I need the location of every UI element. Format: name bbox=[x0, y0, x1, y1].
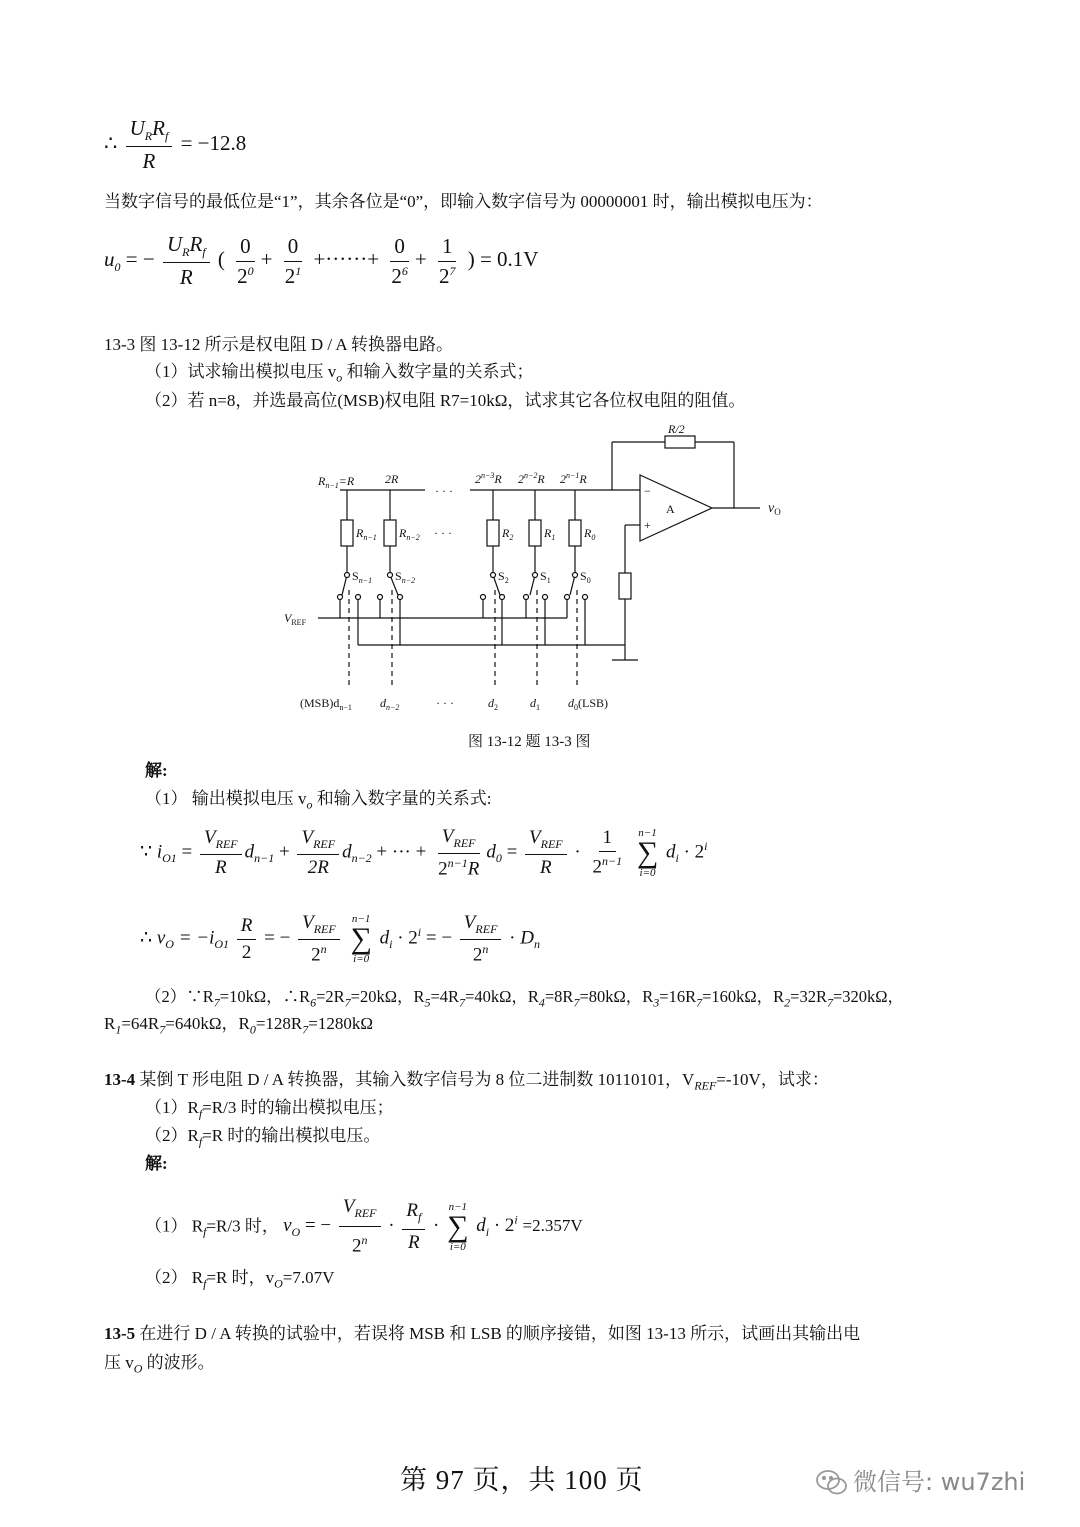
opamp-triangle bbox=[640, 475, 712, 541]
svg-text:Rn−1: $R_{n-1}$ bbox=[356, 526, 377, 542]
solution-heading: 解: bbox=[145, 761, 168, 780]
problem-13-4-title: 13-4 某倒 T 形电阻 D / A 转换器，其输入数字信号为 8 位二进制数 10110101，$V_{REF}=-10V$，试求： bbox=[104, 1070, 829, 1093]
svg-text:(MSB)dn−1: $(MSB)d_{n-1}$ bbox=[300, 696, 352, 712]
solution-13-4-a1: （1） $R_f=R/3$ 时， $v_O$ = − $\frac{V_{REF}}{2^n}$ · $\frac{R_f}{R}$ · n−1 ∑ i=0 $d_i \cdot 2^i =2.357V$ bbox=[145, 1196, 583, 1257]
equation-3: ∵ $i_{O1}$ = $\frac{V_{REF}}{R}$ $d_{n-1}$ + $\frac{V_{REF}}{2R}$ $d_{n-2}$ + ··· + $\frac{V_{REF}}{2^{n-1}R}$ $d_0$ = $\frac{V_{REF}}{R}$ · $\frac{1}{2^{n-1}}$ n−1 ∑ i=0 $d_i \cdot 2^i$ bbox=[140, 826, 708, 880]
problem-13-5-line-1: 13-5 在进行 D / A 转换的试验中，若误将 MSB 和 LSB 的顺序接错，如图 13-13 所示，试画出其输出电 bbox=[104, 1324, 861, 1343]
problem-13-3-q2: （2）若 n=8，并选最高位(MSB)权电阻 R7=10kΩ，试求其它各位权电阻的阻值。 bbox=[145, 391, 746, 410]
svg-text:Sn−2: $S_{n-2}$ bbox=[395, 569, 416, 585]
page-footer: 第 97 页，共 100 页 bbox=[400, 1465, 644, 1495]
svg-text:R1: $R_1$ bbox=[544, 526, 556, 542]
problem-13-3-q1: （1）试求输出模拟电压 $v_o$ 和输入数字量的关系式； bbox=[145, 362, 534, 385]
svg-text:2n−3R: $2^{n-3}R$ bbox=[475, 471, 502, 486]
svg-text:2R: 2R bbox=[385, 472, 399, 486]
solution-13-4-a2: （2） $R_f=R$ 时，$v_O=7.07V$ bbox=[145, 1268, 335, 1291]
svg-text:· · ·: · · · bbox=[436, 696, 454, 710]
svg-text:2n−1R: $2^{n-1}R$ bbox=[560, 471, 587, 486]
svg-text:S0: $S_0$ bbox=[580, 569, 591, 585]
svg-text:R2: $R_2$ bbox=[502, 526, 514, 542]
svg-text:Sn−1: $S_{n-1}$ bbox=[352, 569, 373, 585]
svg-text:2n−2R: $2^{n-2}R$ bbox=[518, 471, 545, 486]
solution-2-line-1: $(2)\because R_7=10k\Omega$，$\therefore R_6=2R_7=20k\Omega$，$R_5=4R_7=40k\Omega$，$R_4=8R_7=80k\Omega$，$R_3=16R_7=160k\Omega$，$R_2=32R_7=320k\Omega$， bbox=[145, 987, 905, 1010]
equation-2: $u_0$ = − $\frac{U_RR_f}{R}$ ( $\frac{0}{2^0}$ + $\frac{0}{2^1}$ +······+ $\frac{0}{2^6}$ + $\frac{1}{2^7}$ ) = 0.1V bbox=[104, 232, 539, 290]
equation-1: ∴ $\frac{U_RR_f}{R}$ = −12.8 bbox=[104, 116, 247, 174]
equation-4: ∴ $v_O = -i_{O1}$ $\frac{R}{2}$ = − $\frac{V_{REF}}{2^n}$ n−1 ∑ i=0 $d_i \cdot 2^i$ = − $\frac{V_{REF}}{2^n}$ · $D_n$ bbox=[140, 912, 540, 966]
svg-text:Rn−1=R: $R_{n-1}=R$ bbox=[318, 474, 355, 490]
svg-text:· · ·: · · · bbox=[435, 484, 453, 498]
svg-text:−: − bbox=[644, 484, 651, 498]
solution-1-text: （1） 输出模拟电压 $v_o$ 和输入数字量的关系式: bbox=[145, 789, 492, 812]
svg-text:dn−2: $d_{n-2}$ bbox=[380, 696, 400, 712]
wechat-icon bbox=[815, 1469, 849, 1497]
circuit-diagram bbox=[270, 415, 830, 720]
svg-text:vO: $v_O$ bbox=[768, 501, 781, 517]
problem-13-4-q1: $(1)R_f=R/3$ 时的输出模拟电压； bbox=[145, 1098, 394, 1121]
watermark: 微信号: wu7zhi bbox=[815, 1462, 1025, 1497]
svg-text:VREF: $V_{REF}$ bbox=[284, 611, 307, 627]
svg-text:d2: $d_2$ bbox=[488, 696, 498, 712]
svg-text:R0: $R_0$ bbox=[584, 526, 596, 542]
problem-13-3-title: 13-3 图 13-12 所示是权电阻 D / A 转换器电路。 bbox=[104, 335, 453, 354]
svg-text:· · ·: · · · bbox=[434, 526, 452, 540]
svg-text:d0(LSB): $d_0(LSB)$ bbox=[568, 696, 608, 712]
svg-text:+: + bbox=[644, 518, 651, 532]
svg-text:A: A bbox=[666, 502, 675, 516]
figure-caption: 图 13-12 题 13-3 图 bbox=[468, 734, 591, 750]
problem-13-4-q2: $(2)R_f=R$ 时的输出模拟电压。 bbox=[145, 1126, 381, 1149]
svg-text:S2: $S_2$ bbox=[498, 569, 509, 585]
paragraph-1: 当数字信号的最低位是“1”，其余各位是“0”，即输入数字信号为 00000001 时，输出模拟电压为： bbox=[104, 192, 823, 211]
problem-13-5-line-2: 压 $v_O$ 的波形。 bbox=[104, 1353, 215, 1376]
svg-text:d1: $d_1$ bbox=[530, 696, 540, 712]
svg-text:Rn−2: $R_{n-2}$ bbox=[399, 526, 420, 542]
solution-2-line-2: $R_1=64R_7=640k\Omega$，$R_0=128R_7=1280k\Omega$ bbox=[104, 1014, 374, 1037]
solution-heading-2: 解: bbox=[145, 1154, 168, 1173]
svg-text:R/2: R/2 bbox=[668, 422, 685, 436]
svg-text:S1: $S_1$ bbox=[540, 569, 551, 585]
